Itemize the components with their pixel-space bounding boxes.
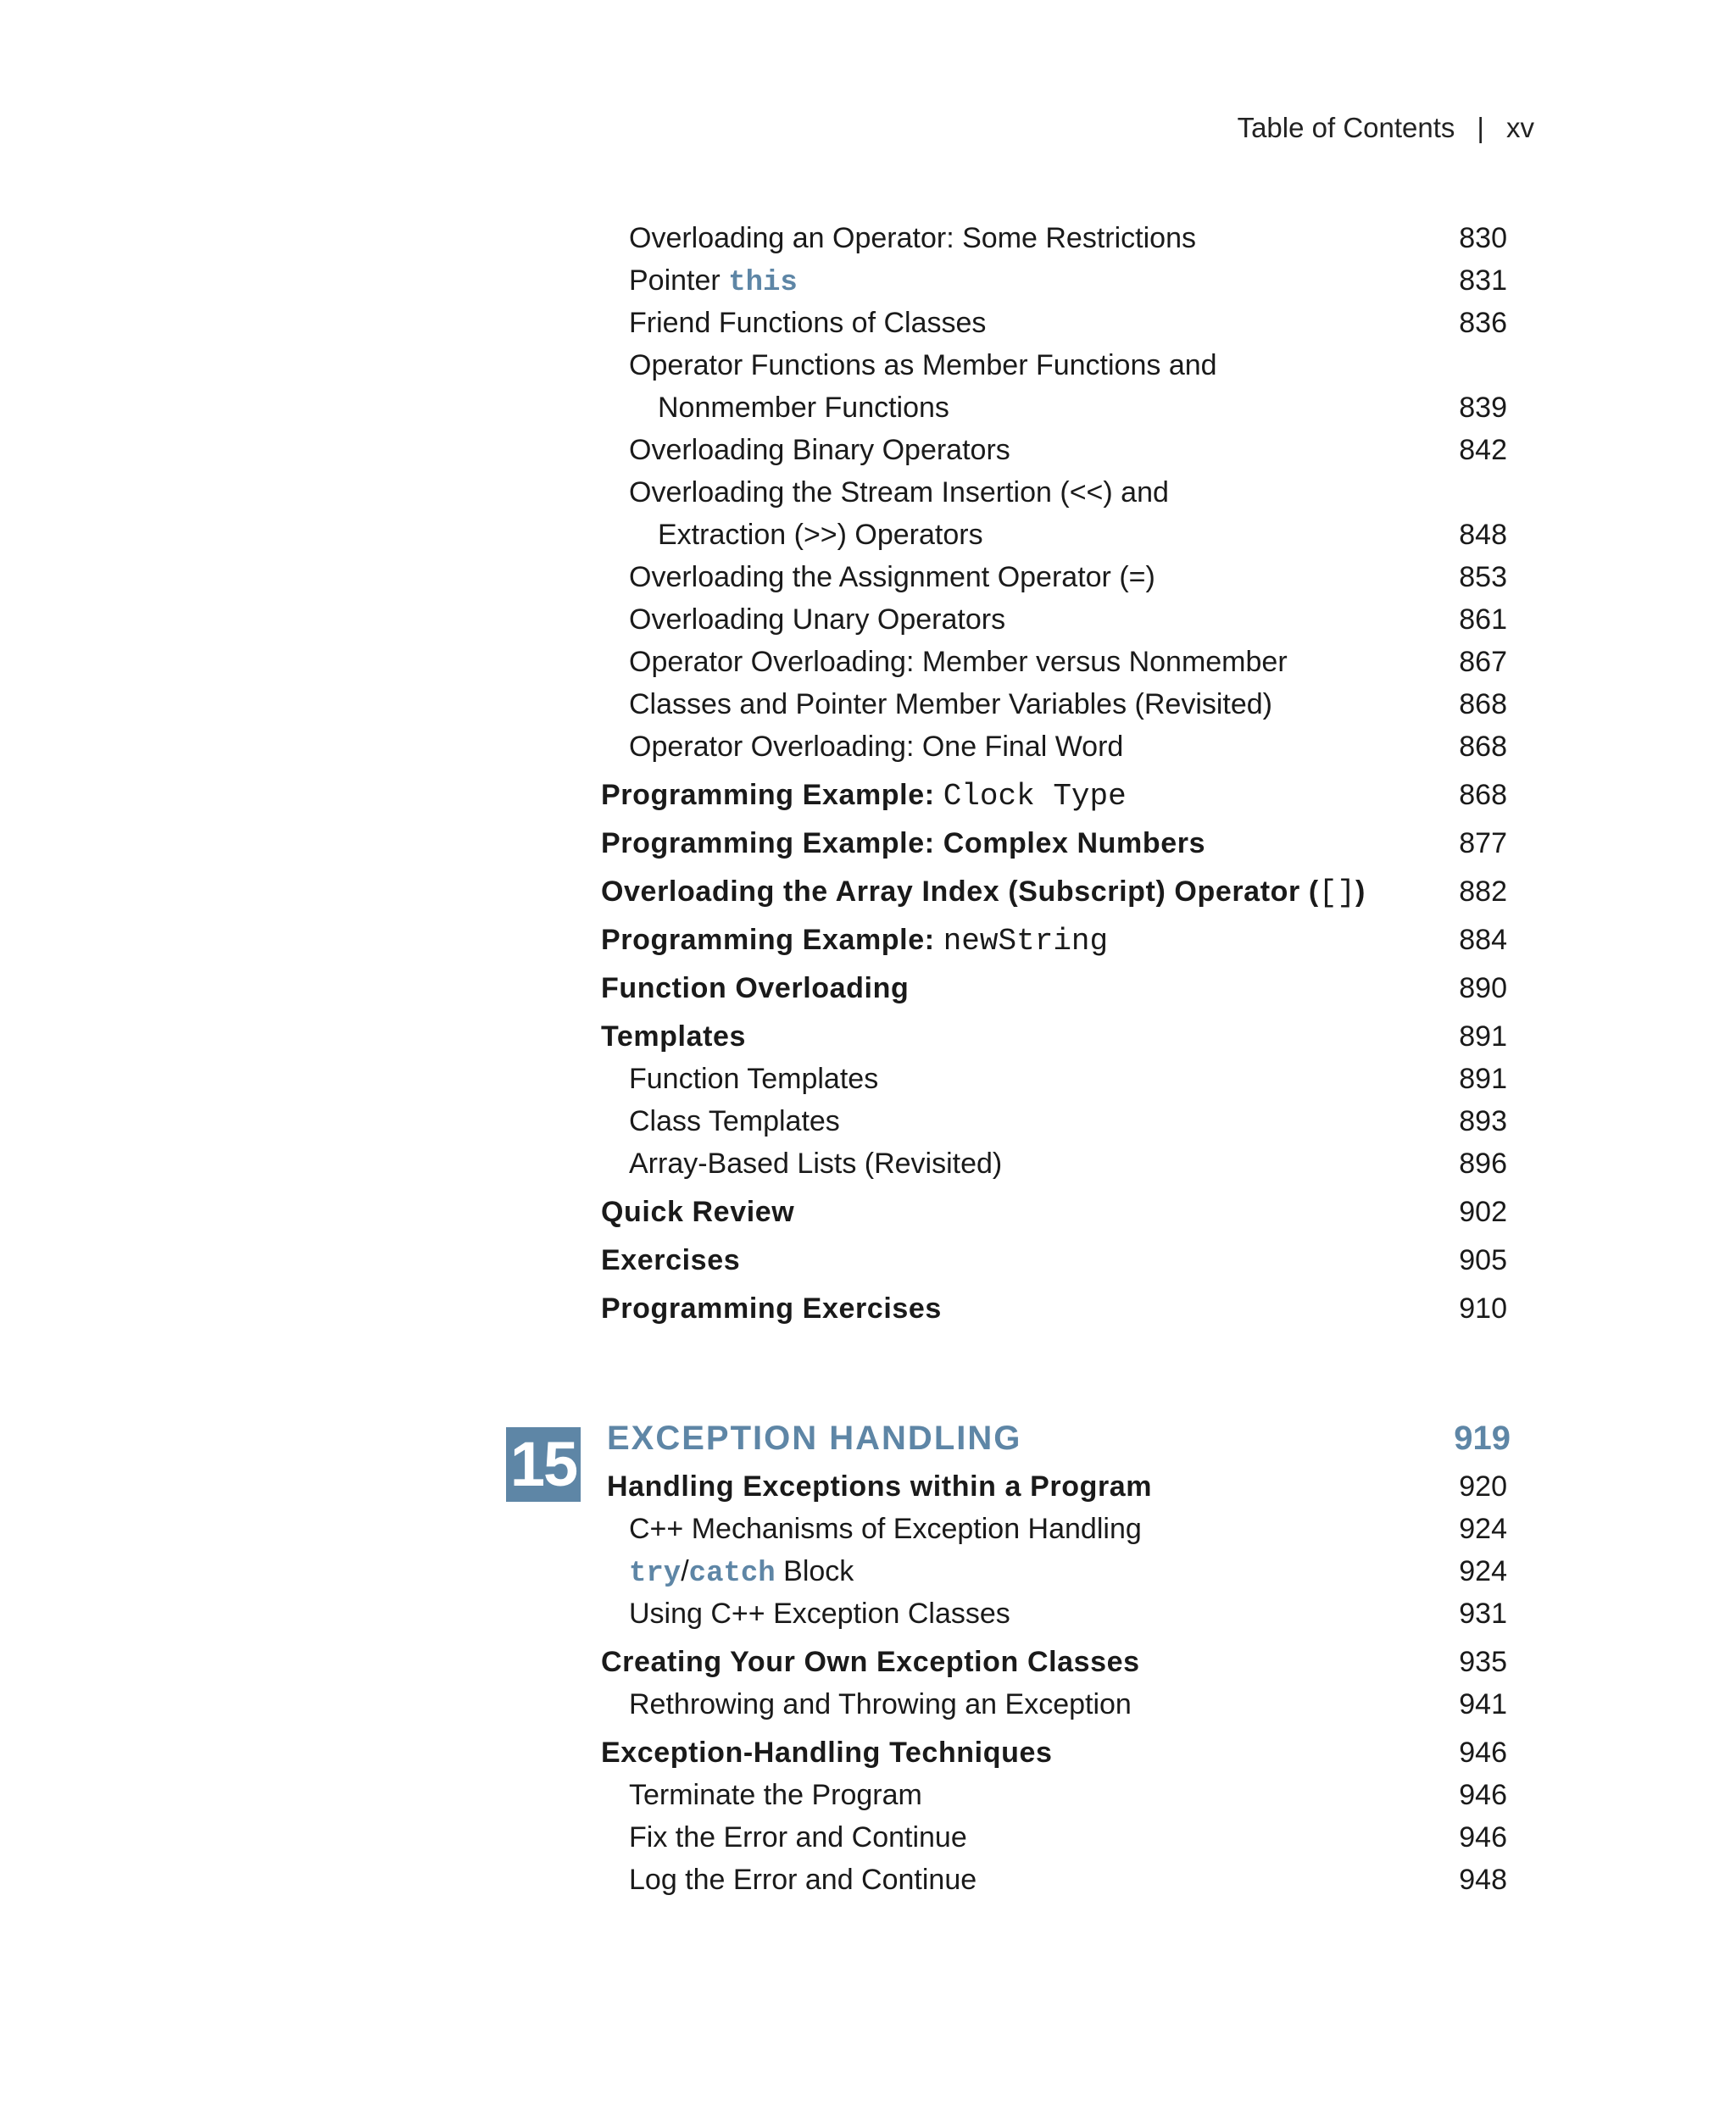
- toc-entry-title: Terminate the Program: [629, 1779, 922, 1811]
- toc-entry[interactable]: [0, 259, 1736, 302]
- toc-section-page: 902: [1459, 1196, 1507, 1228]
- toc-section-entry[interactable]: [0, 1239, 1736, 1281]
- toc-entry-title: Overloading an Operator: Some Restrictions: [629, 222, 1196, 254]
- toc-entry[interactable]: [0, 1816, 1736, 1859]
- toc-entry[interactable]: [0, 1774, 1736, 1816]
- toc-entry-continuation[interactable]: [0, 386, 1736, 429]
- toc-entry-title: Function Templates: [629, 1063, 879, 1095]
- toc-section-entry[interactable]: [0, 967, 1736, 1009]
- toc-section-page: 877: [1459, 827, 1507, 859]
- toc-entry-page: 924: [1459, 1513, 1507, 1545]
- toc-section-title: [601, 870, 1366, 914]
- toc-entry-page: 848: [1459, 519, 1507, 551]
- toc-entry-title: Overloading Unary Operators: [629, 603, 1006, 636]
- toc-entry-page: 931: [1459, 1598, 1507, 1630]
- toc-entry[interactable]: [0, 1058, 1736, 1100]
- toc-entry-page: 924: [1459, 1555, 1507, 1587]
- toc-section-page: 891: [1459, 1020, 1507, 1053]
- toc-section-entry[interactable]: [0, 1015, 1736, 1058]
- toc-section-page: 935: [1459, 1646, 1507, 1678]
- chapter-page: 919: [1454, 1420, 1511, 1457]
- toc-entry-title: Fix the Error and Continue: [629, 1821, 967, 1854]
- toc-entry-page: 853: [1459, 561, 1507, 593]
- toc-entry-page: 893: [1459, 1105, 1507, 1137]
- toc-section-title: Creating Your Own Exception Classes: [601, 1646, 1140, 1678]
- running-head: [1204, 108, 1534, 147]
- toc-section-entry[interactable]: [0, 822, 1736, 864]
- toc-entry[interactable]: [0, 683, 1736, 725]
- toc-section-entry[interactable]: [0, 774, 1736, 816]
- toc-entry-title: Log the Error and Continue: [629, 1864, 977, 1896]
- toc-section-page: 910: [1459, 1292, 1507, 1325]
- toc-section-entry[interactable]: [0, 1465, 1736, 1508]
- toc-section-title-text: Programming Example:: [601, 779, 943, 811]
- toc-entry-title-separator: /: [681, 1555, 689, 1587]
- toc-section-page: 905: [1459, 1244, 1507, 1276]
- code-keyword: this: [728, 267, 798, 299]
- code-keyword: catch: [688, 1558, 776, 1590]
- toc-entry-page: 891: [1459, 1063, 1507, 1095]
- toc-section-title: [601, 919, 1108, 963]
- running-head-separator: |: [1477, 112, 1484, 143]
- toc-entry-title: Using C++ Exception Classes: [629, 1598, 1010, 1630]
- running-head-page-number: xv: [1506, 112, 1534, 143]
- code-identifier: Clock Type: [943, 779, 1127, 814]
- chapter-number-badge: 15: [506, 1427, 581, 1502]
- toc-section-title: Exercises: [601, 1244, 741, 1276]
- toc-entry-title: Operator Overloading: One Final Word: [629, 731, 1124, 763]
- toc-entry-continuation[interactable]: [0, 514, 1736, 556]
- toc-section-title: [601, 774, 1127, 818]
- toc-entry-page: 836: [1459, 307, 1507, 339]
- toc-entry[interactable]: [0, 725, 1736, 768]
- toc-entry-page: 831: [1459, 264, 1507, 297]
- running-head-label: Table of Contents: [1237, 112, 1455, 143]
- toc-entry-page: 861: [1459, 603, 1507, 636]
- toc-entry-page: 946: [1459, 1821, 1507, 1854]
- toc-entry[interactable]: [0, 1683, 1736, 1726]
- toc-section-title-text: Overloading the Array Index (Subscript) Operator (: [601, 875, 1319, 908]
- toc-entry-page: 867: [1459, 646, 1507, 678]
- toc-entry-title: Friend Functions of Classes: [629, 307, 987, 339]
- toc-entry-title: Array-Based Lists (Revisited): [629, 1148, 1003, 1180]
- toc-entry-title: Operator Overloading: Member versus Nonmember: [629, 646, 1288, 678]
- toc-entry[interactable]: [0, 1100, 1736, 1142]
- toc-entry-title-text: Block: [775, 1555, 854, 1587]
- toc-section-page: 946: [1459, 1737, 1507, 1769]
- toc-section-title-text: Programming Example:: [601, 924, 943, 956]
- toc-entry-title: Overloading the Assignment Operator (=): [629, 561, 1155, 593]
- toc-entry-title: Overloading the Stream Insertion (<<) and: [629, 476, 1169, 509]
- toc-entry-title-text: Pointer: [629, 264, 729, 297]
- toc-entry-title: Class Templates: [629, 1105, 840, 1137]
- code-keyword: try: [629, 1558, 682, 1590]
- toc-entry[interactable]: [0, 1508, 1736, 1550]
- toc-section-page: 884: [1459, 924, 1507, 956]
- toc-section-entry[interactable]: [0, 870, 1736, 913]
- toc-entry-page: 941: [1459, 1688, 1507, 1720]
- toc-section-page: 920: [1459, 1470, 1507, 1503]
- toc-entry[interactable]: [0, 1592, 1736, 1635]
- code-identifier: []: [1318, 875, 1355, 910]
- toc-entry-title: Nonmember Functions: [658, 392, 949, 424]
- toc-section-page: 882: [1459, 875, 1507, 908]
- toc-entry-page: 839: [1459, 392, 1507, 424]
- toc-section-entry[interactable]: [0, 1641, 1736, 1683]
- toc-entry[interactable]: [0, 556, 1736, 598]
- toc-section-title: Quick Review: [601, 1196, 795, 1228]
- toc-section-title: Handling Exceptions within a Program: [607, 1470, 1153, 1503]
- toc-entry-page: 896: [1459, 1148, 1507, 1180]
- toc-section-entry[interactable]: [0, 1191, 1736, 1233]
- toc-entry[interactable]: [0, 1142, 1736, 1185]
- toc-entry-page: 830: [1459, 222, 1507, 254]
- toc-section-title: Function Overloading: [601, 972, 910, 1004]
- toc-entry[interactable]: [0, 217, 1736, 259]
- toc-entry-page: 868: [1459, 731, 1507, 763]
- toc-section-page: 890: [1459, 972, 1507, 1004]
- toc-entry[interactable]: [0, 598, 1736, 641]
- toc-section-title: Exception-Handling Techniques: [601, 1737, 1053, 1769]
- toc-entry[interactable]: [0, 302, 1736, 344]
- toc-entry-title: [629, 259, 798, 304]
- toc-section-entry[interactable]: [0, 1287, 1736, 1330]
- toc-section-title: Programming Exercises: [601, 1292, 942, 1325]
- toc-section-title-suffix: ): [1355, 875, 1366, 908]
- toc-entry-title: Classes and Pointer Member Variables (Revisited): [629, 688, 1273, 720]
- toc-section-title: Programming Example: Complex Numbers: [601, 827, 1206, 859]
- toc-entry-page: 842: [1459, 434, 1507, 466]
- toc-section-entry[interactable]: [0, 1731, 1736, 1774]
- toc-entry[interactable]: [0, 471, 1736, 514]
- toc-entry[interactable]: [0, 641, 1736, 683]
- toc-entry-title: Overloading Binary Operators: [629, 434, 1010, 466]
- toc-entry-page: 948: [1459, 1864, 1507, 1896]
- toc-entry[interactable]: [0, 344, 1736, 386]
- toc-entry[interactable]: [0, 1859, 1736, 1901]
- toc-entry-title: Rethrowing and Throwing an Exception: [629, 1688, 1132, 1720]
- toc-entry[interactable]: [0, 429, 1736, 471]
- chapter-title[interactable]: EXCEPTION HANDLING: [607, 1420, 1022, 1457]
- toc-section-title: Templates: [601, 1020, 747, 1053]
- toc-entry-title: Operator Functions as Member Functions and: [629, 349, 1217, 381]
- toc-entry-page: 946: [1459, 1779, 1507, 1811]
- toc-section-entry[interactable]: [0, 919, 1736, 961]
- toc-entry-title: [629, 1550, 854, 1595]
- toc-entry-page: 868: [1459, 688, 1507, 720]
- code-identifier: newString: [943, 924, 1109, 959]
- toc-entry-title: Extraction (>>) Operators: [658, 519, 983, 551]
- toc-entry[interactable]: [0, 1550, 1736, 1592]
- toc-entry-title: C++ Mechanisms of Exception Handling: [629, 1513, 1142, 1545]
- toc-section-page: 868: [1459, 779, 1507, 811]
